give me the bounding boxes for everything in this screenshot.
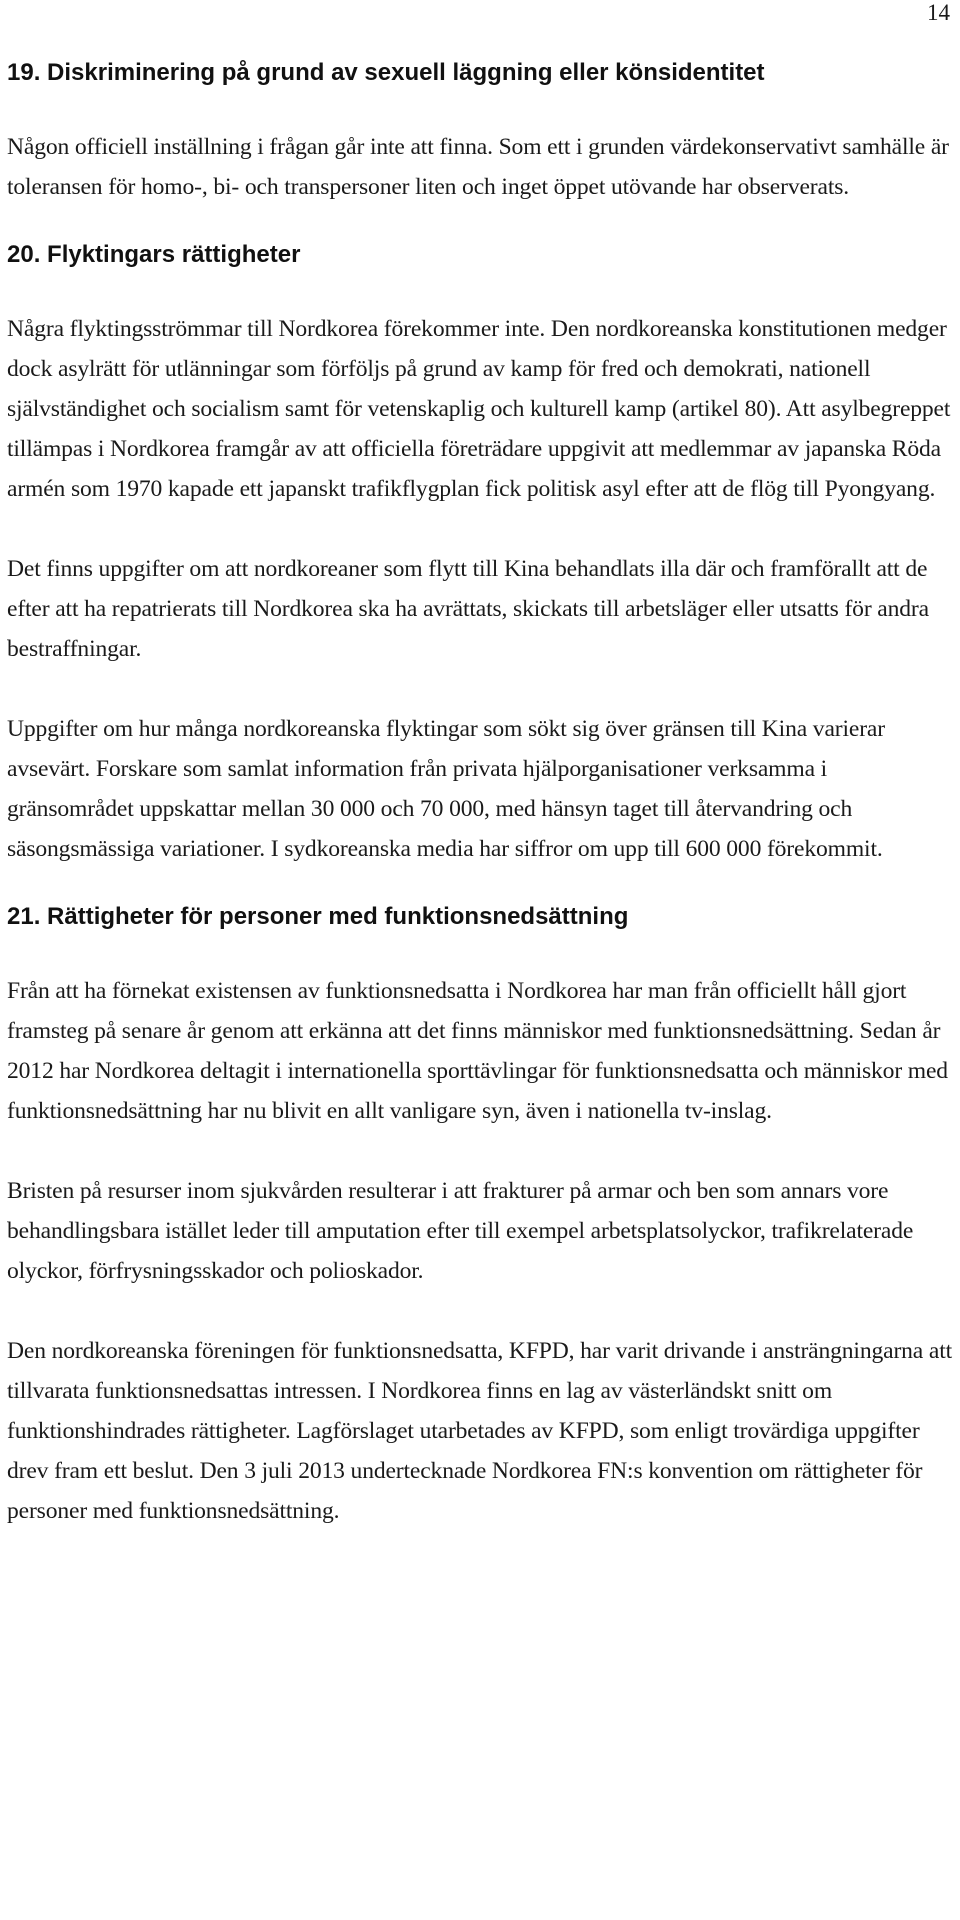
paragraph: Några flyktingsströmmar till Nordkorea förekommer inte. Den nordkoreanska konstitutionen medger dock asylrätt för utlänningar som förföljs på grund av kamp för fred och demokrati, nationell självständighet och socialism samt för vetenskaplig och kulturell kamp (artikel 80). Att asylbegreppet tillämpas i Nordkorea framgår av att officiella företrädare uppgivit att medlemmar av japanska Röda armén som 1970 kapade ett japanskt trafikflygplan fick politisk asyl efter att de flög till Pyongyang. bbox=[7, 316, 951, 502]
paragraph: Det finns uppgifter om att nordkoreaner som flytt till Kina behandlats illa där och framförallt att de efter att ha repatrierats till Nordkorea ska ha avrättats, skickats till arbetsläger eller utsatts för andra bestraffningar. bbox=[7, 556, 929, 662]
paragraph: Uppgifter om hur många nordkoreanska flyktingar som sökt sig över gränsen till Kina varierar avsevärt. Forskare som samlat information från privata hjälporganisationer verksamma i gränsområdet uppskattar mellan 30 000 och 70 000, med hänsyn taget till återvandring och säsongsmässiga variationer. I sydkoreanska media har siffror om upp till 600 000 förekommit. bbox=[7, 716, 885, 862]
paragraph: Från att ha förnekat existensen av funktionsnedsatta i Nordkorea har man från officiellt håll gjort framsteg på senare år genom att erkänna att det finns människor med funktionsnedsättning. Sedan år 2012 har Nordkorea deltagit i internationella sporttävlingar för funktionsnedsatta och människor med funktionsnedsättning har nu blivit en allt vanligare syn, även i nationella tv-inslag. bbox=[7, 978, 948, 1124]
paragraph: Någon officiell inställning i frågan går inte att finna. Som ett i grunden värdekonservativt samhälle är toleransen för homo-, bi- och transpersoner liten och inget öppet utövande har observerats. bbox=[7, 134, 949, 200]
section-heading-19: 19. Diskriminering på grund av sexuell läggning eller könsidentitet bbox=[7, 59, 765, 86]
section-heading-20: 20. Flyktingars rättigheter bbox=[7, 241, 301, 268]
paragraph: Bristen på resurser inom sjukvården resulterar i att frakturer på armar och ben som annars vore behandlingsbara istället leder till amputation efter till exempel arbetsplatsolyckor, trafikrelaterade olyckor, förfrysningsskador och polioskador. bbox=[7, 1178, 914, 1284]
document-body bbox=[7, 56, 952, 1531]
section-heading-21: 21. Rättigheter för personer med funktionsnedsättning bbox=[7, 903, 629, 930]
paragraph: Den nordkoreanska föreningen för funktionsnedsatta, KFPD, har varit drivande i ansträngningarna att tillvarata funktionsnedsattas intressen. I Nordkorea finns en lag av västerländskt snitt om funktionshindrades rättigheter. Lagförslaget utarbetades av KFPD, som enligt trovärdiga uppgifter drev fram ett beslut. Den 3 juli 2013 undertecknade Nordkorea FN:s konvention om rättigheter för personer med funktionsnedsättning. bbox=[7, 1338, 953, 1524]
page-number: 14 bbox=[927, 0, 950, 25]
